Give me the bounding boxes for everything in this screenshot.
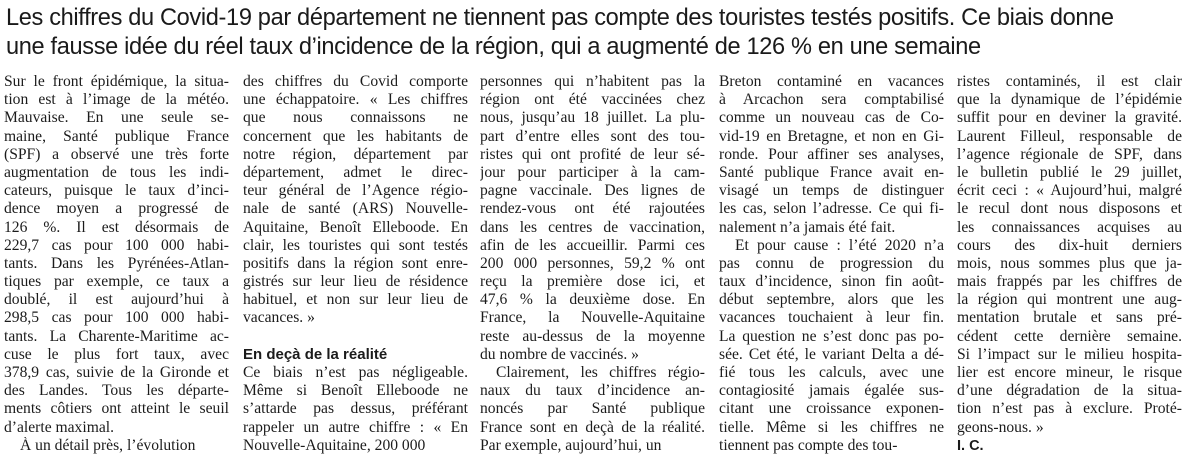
text-line: noncés par Santé publique [480,400,705,418]
text-line: maine, Santé publique France [4,127,229,145]
text-line: ristes contaminés, il est clair [957,73,1182,90]
text-line: Et pour cause : l’été 2020 n’a [735,236,944,254]
text-line: le bulletin publié le 29 juillet, [957,163,1182,181]
article-headline [6,4,1181,62]
text-line: 126 %. Il est désormais de [4,218,229,236]
text-line: France, la Nouvelle-Aquitaine [480,309,705,327]
text-line: contagiosité jamais égalée sus- [719,382,944,400]
text-line: tants. La Charente-Maritime ac- [4,327,229,345]
text-line: Breton contaminé en vacances [719,73,944,90]
text-line: teur général de l’Agence régio- [243,182,468,200]
text-line: les cas, selon l’adresse. Ce qui fi- [719,200,944,218]
text-line: nous, jusqu’au 18 juillet. La plu- [480,109,705,127]
article-column-1 [4,73,229,455]
text-line: habituel, et non sur leur lieu de [243,291,468,309]
text-line [243,328,468,346]
text-line: l’agence régionale de SPF, dans [957,145,1182,163]
text-line: le recul dont nous disposons et [957,200,1182,218]
text-line: mentation brutale et sans pré- [957,309,1182,327]
text-line: à Arcachon sera comptabilisé [719,91,944,109]
text-line: début septembre, alors que les [719,291,944,309]
text-line: des Landes. Tous les départe- [4,382,229,400]
text-line: (SPF) a observé une très forte [4,145,229,163]
text-line: Santé publique France avait en- [719,163,944,181]
text-line: dence moyen a progressé de [4,200,229,218]
text-line: À un détail près, l’évolution [20,436,196,454]
text-line: part d’entre elles sont des tou- [480,127,705,145]
text-line: La question ne s’est donc pas po- [719,327,944,345]
text-line: s’attarde pas dessus, préférant [243,400,468,418]
section-subheading: En deçà de la réalité [243,345,388,363]
text-line: Clairement, les chiffres régio- [496,364,705,381]
text-line: geons-nous. » [957,418,1044,436]
text-line: les connaissances acquises au [957,218,1182,236]
text-line: taux d’incidence, sinon fin août- [719,273,944,291]
text-line: Si l’impact sur le milieu hospita- [957,345,1182,363]
text-line: nale de santé (ARS) Nouvelle- [243,200,468,218]
text-line: 229,7 cas pour 100 000 habi- [4,236,229,254]
text-line: Même si Benoît Elleboode ne [243,382,468,400]
text-line: tants. Dans les Pyrénées-Atlan- [4,254,229,272]
article-column-5 [957,73,1182,455]
text-line: d’alerte maximal. [4,418,114,436]
text-line: Laurent Filleul, responsable de [957,127,1182,145]
text-line: Aquitaine, Benoît Elleboode. En [243,218,468,236]
text-line: doublé, il est aujourd’hui à [4,291,229,309]
text-line: tiennent pas compte des tou- [719,436,898,454]
text-line: rendez-vous ont été rajoutées [480,200,705,218]
text-line: région ont été vaccinées chez [480,91,705,109]
text-line: écrit ceci : « Aujourd’hui, malgré [957,182,1182,200]
text-line: reçu la première dose ici, et [480,273,705,291]
text-line: cateurs, puisque le taux d’inci- [4,182,229,200]
text-line: gistrés sur leur lieu de résidence [243,273,468,291]
headline-line-1: Les chiffres du Covid-19 par département ne tiennent pas compte des touristes testés positifs. Ce biais donne [6,5,1114,31]
text-line: augmentation de tous les indi- [4,163,229,181]
text-line: cuse le plus fort taux, avec [4,345,229,363]
text-line: nalement n’a jamais été fait. [719,218,896,236]
article-column-4 [719,73,944,455]
text-line: ronde. Pour affiner ses analyses, [719,145,944,163]
text-line: Ce biais n’est pas négligeable. [243,364,468,381]
article-column-2 [243,73,468,455]
text-line: d’une dégradation de la situa- [957,382,1182,400]
text-line: visagé un temps de distinguer [719,182,944,200]
text-line: pagne vaccinale. Des lignes de [480,182,705,200]
text-line: fié tous les calculs, avec une [719,364,944,381]
text-line: citant une croissance exponen- [719,400,944,418]
text-line: que la dynamique de l’épidémie [957,91,1182,109]
text-line: sée. Cet été, le variant Delta a dé- [719,345,944,363]
text-line: la région qui montrent une aug- [957,291,1182,309]
text-line: cédent cette dernière semaine. [957,327,1182,345]
text-line: 298,5 cas pour 100 000 habi- [4,309,229,327]
text-line: pas connu de progression du [719,254,944,272]
text-line: 47,6 % la deuxième dose. En [480,291,705,309]
text-line: tion n’est pas à exclure. Proté- [957,400,1182,418]
text-line: vid-19 en Bretagne, et non en Gi- [719,127,944,145]
text-line: tion est à l’image de la météo. [4,91,229,109]
text-line: ments côtiers ont atteint le seuil [4,400,229,418]
text-line: Sur le front épidémique, la situa- [4,73,229,90]
text-line: une échappatoire. « Les chiffres [243,91,468,109]
text-line: département, admet le direc- [243,163,468,181]
text-line: cours des dix-huit derniers [957,236,1182,254]
text-line: personnes qui n’habitent pas la [480,73,705,90]
text-line: clair, les touristes qui sont testés [243,236,468,254]
text-line: naux du taux d’incidence an- [480,382,705,400]
text-line: rappeler un autre chiffre : « En [243,418,468,436]
text-line: des chiffres du Covid comporte [243,73,468,90]
text-line: Par exemple, aujourd’hui, un [480,436,662,454]
author-signature: I. C. [957,437,984,454]
text-line: mois, nous sommes plus que ja- [957,254,1182,272]
text-line: Nouvelle-Aquitaine, 200 000 [243,436,426,454]
headline-line-2: une fausse idée du réel taux d’incidence de la région, qui a augmenté de 126 % en une semaine [6,34,981,60]
text-line: notre région, département par [243,145,468,163]
article-column-3 [480,73,705,455]
text-line: tielle. Même si les chiffres ne [719,418,944,436]
text-line: reste au-dessus de la moyenne [480,327,705,345]
text-line: concernent que les habitants de [243,127,468,145]
text-line: mais frappés par les chiffres de [957,273,1182,291]
text-line: suffit pour en deviner la gravité. [957,109,1182,127]
text-line: comme un nouveau cas de Co- [719,109,944,127]
text-line: vacances touchaient à leur fin. [719,309,944,327]
text-line: vacances. » [243,309,315,327]
text-line: que nous connaissons ne [243,109,468,127]
text-line: afin de les accueillir. Parmi ces [480,236,705,254]
text-line: jour pour participer à la cam- [480,163,705,181]
text-line: du nombre de vaccinés. » [480,345,639,363]
text-line: France sont en deçà de la réalité. [480,418,705,436]
text-line: 200 000 personnes, 59,2 % ont [480,254,705,272]
text-line: 378,9 cas, suivie de la Gironde et [4,364,229,381]
text-line: lier est encore mineur, le risque [957,364,1182,381]
text-line: Mauvaise. En une seule se- [4,109,229,127]
text-line: ristes qui ont profité de leur sé- [480,145,705,163]
text-line: positifs dans la région sont enre- [243,254,468,272]
text-line: tiques par exemple, ce taux a [4,273,229,291]
text-line: dans les centres de vaccination, [480,218,705,236]
